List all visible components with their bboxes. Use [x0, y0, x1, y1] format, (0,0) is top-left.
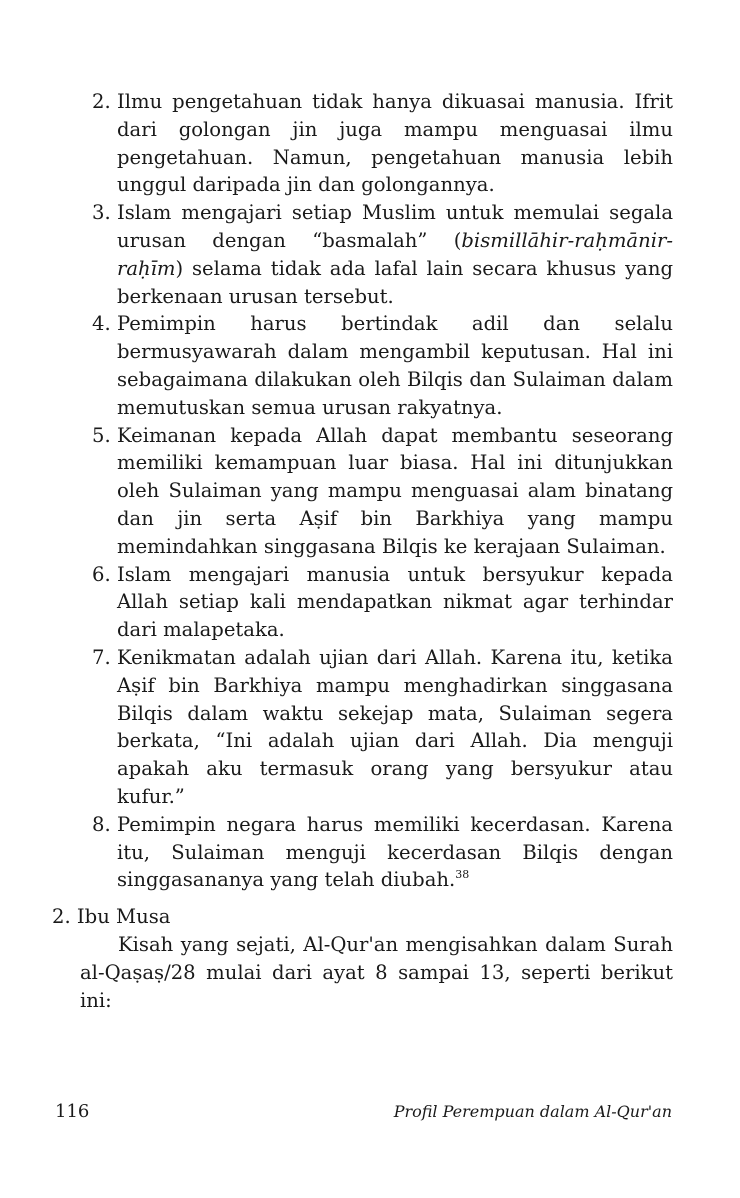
list-item-number: 5.: [92, 423, 111, 447]
list-item-number: 2.: [92, 90, 111, 113]
list-item: [92, 422, 673, 561]
footnote-marker[interactable]: 38: [455, 868, 470, 882]
list-item-number: 6.: [92, 562, 111, 586]
list-item: [92, 310, 673, 421]
list-item-text: Islam mengajari manusia untuk bersyukur kepada Allah setiap kali mendapatkan nikmat agar terhindar dari malapetaka.: [117, 562, 673, 642]
list-item-text: Pemimpin harus bertindak adil dan selalu bermusyawarah dalam mengambil keputusan. Hal ini sebagaimana dilakukan oleh Bilqis dan Sulaiman dalam memutuskan semua urusan rakyatnya.: [117, 312, 673, 419]
list-item-text: [117, 199, 673, 310]
list-item-number: 8.: [92, 812, 111, 836]
list-item-text: [117, 811, 673, 894]
list-item: [92, 644, 673, 811]
list-item: [92, 561, 673, 644]
list-item-number: 4.: [92, 312, 111, 336]
page-number: 116: [55, 1101, 90, 1122]
running-footer-title: Profil Perempuan dalam Al-Qur'an: [393, 1102, 672, 1121]
list-item-text: Ilmu pengetahuan tidak hanya dikuasai manusia. Ifrit dari golongan jin juga mampu menguasai ilmu pengetahuan. Namun, pengetahuan manusia lebih unggul daripada jin dan golongannya.: [117, 90, 673, 197]
list-item: [92, 88, 673, 199]
list-item-text-after: ) selama tidak ada lafal lain secara khusus yang berkenaan urusan tersebut.: [117, 256, 673, 308]
list-item-number: 3.: [92, 201, 111, 225]
section-paragraph: Kisah yang sejati, Al-Qur'an mengisahkan dalam Surah al-Qaṣaṣ/28 mulai dari ayat 8 sampai 13, seperti berikut ini:: [80, 933, 673, 1012]
list-item: [92, 811, 673, 894]
numbered-list: [92, 88, 673, 894]
list-item: [92, 199, 673, 310]
list-item-text: Kenikmatan adalah ujian dari Allah. Karena itu, ketika Aṣif bin Barkhiya mampu menghadirkan singgasana Bilqis dalam waktu sekejap mata, Sulaiman segera berkata, “Ini adalah ujian dari Allah. Dia menguji apakah aku termasuk orang yang bersyukur atau kufur.”: [117, 645, 673, 808]
arabic-transliteration: bismillāhir-raḥmānir-raḥīm: [117, 228, 673, 280]
list-item-text-body: Pemimpin negara harus memiliki kecerdasan. Karena itu, Sulaiman menguji kecerdasan Bilqis dengan singgasananya yang telah diubah.: [117, 812, 673, 892]
section-heading: 2. Ibu Musa: [52, 905, 171, 928]
list-item-number: 7.: [92, 645, 111, 669]
list-item-text-before: Islam mengajari setiap Muslim untuk memulai segala urusan dengan “basmalah” (: [117, 201, 673, 252]
list-item-text: Keimanan kepada Allah dapat membantu seseorang memiliki kemampuan luar biasa. Hal ini ditunjukkan oleh Sulaiman yang mampu menguasai alam binatang dan jin serta Aṣif bin Barkhiya yang mampu memindahkan singgasana Bilqis ke kerajaan Sulaiman.: [117, 423, 673, 558]
